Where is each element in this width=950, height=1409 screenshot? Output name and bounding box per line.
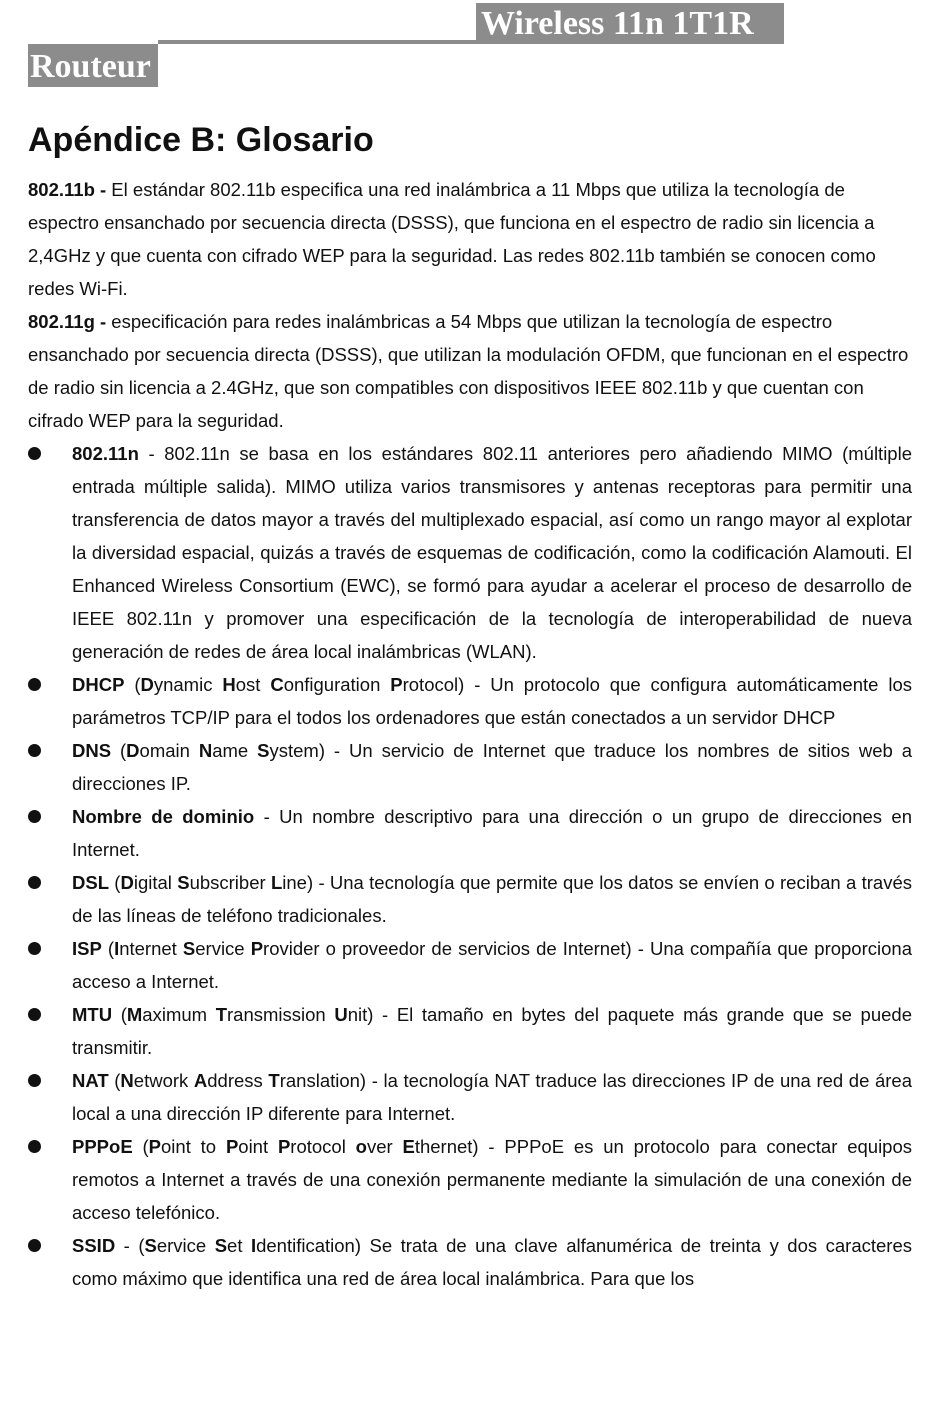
glossary-item xyxy=(28,1229,912,1295)
bullet-icon xyxy=(28,1074,41,1087)
glossary-item xyxy=(28,866,912,932)
glossary-term: SSID xyxy=(72,1235,116,1256)
glossary-term: M xyxy=(126,1004,143,1025)
intro-term: 802.11g - xyxy=(28,311,107,332)
glossary-text: ynamic xyxy=(153,674,223,695)
glossary-text: ervice xyxy=(195,938,251,959)
glossary-term: S xyxy=(257,740,270,761)
glossary-term: Nombre de dominio xyxy=(72,806,255,827)
glossary-term: P xyxy=(390,674,403,695)
bullet-icon xyxy=(28,744,41,757)
glossary-text: rotocol) - Un protocolo que configura automáticamente los parámetros TCP/IP para el todos los ordenadores que están conectados a un servidor DHCP xyxy=(72,674,912,728)
glossary-term: S xyxy=(182,938,196,959)
glossary-text: omain xyxy=(139,740,199,761)
bullet-icon xyxy=(28,1140,41,1153)
glossary-content xyxy=(28,173,912,1295)
glossary-term: D xyxy=(120,872,134,893)
intro-text: El estándar 802.11b especifica una red inalámbrica a 11 Mbps que utiliza la tecnología de espectro ensanchado por secuencia directa (DSSS), que funciona en el espectro de radio sin licencia a 2,4GHz y que cuenta con cifrado WEP para la seguridad. Las redes 802.11b también se conocen como redes Wi-Fi. xyxy=(28,179,876,299)
glossary-text: ransmission xyxy=(227,1004,335,1025)
glossary-text: ( xyxy=(124,674,141,695)
glossary-text: oint xyxy=(238,1136,278,1157)
glossary-term: N xyxy=(120,1070,134,1091)
glossary-term: S xyxy=(177,872,190,893)
glossary-text: aximum xyxy=(142,1004,216,1025)
glossary-term: P xyxy=(250,938,264,959)
glossary-text: rotocol xyxy=(290,1136,356,1157)
glossary-text: dentification) Se trata de una clave alfanumérica de treinta y dos caracteres como máximo que identifica una red de área local inalámbrica. Para que los xyxy=(72,1235,912,1289)
glossary-text: oint to xyxy=(161,1136,226,1157)
glossary-text: ost xyxy=(235,674,271,695)
glossary-term: T xyxy=(215,1004,227,1025)
glossary-text: et xyxy=(227,1235,251,1256)
glossary-term: L xyxy=(270,872,283,893)
header-rule xyxy=(158,40,476,44)
glossary-term: DNS xyxy=(72,740,112,761)
glossary-term: U xyxy=(334,1004,348,1025)
glossary-item xyxy=(28,932,912,998)
glossary-text: ( xyxy=(112,1004,127,1025)
glossary-text: thernet) - PPPoE es un protocolo para conectar equipos remotos a Internet a través de una conexión permanente mediante la simulación de una conexión de acceso telefónico. xyxy=(72,1136,913,1223)
glossary-term: 802.11n xyxy=(72,443,139,464)
glossary-text: ystem) - Un servicio de Internet que traduce los nombres de sitios web a direcciones IP. xyxy=(72,740,912,794)
glossary-term: T xyxy=(268,1070,280,1091)
glossary-term: P xyxy=(225,1136,239,1157)
glossary-term: C xyxy=(270,674,284,695)
glossary-term: A xyxy=(193,1070,208,1091)
glossary-text: nit) - El tamaño en bytes del paquete más grande que se puede transmitir. xyxy=(72,1004,912,1058)
glossary-item xyxy=(28,800,912,866)
glossary-text: ddress xyxy=(207,1070,269,1091)
glossary-term: MTU xyxy=(72,1004,113,1025)
page-title: Apéndice B: Glosario xyxy=(28,121,374,159)
bullet-icon xyxy=(28,447,41,460)
bullet-icon xyxy=(28,876,41,889)
glossary-text: ( xyxy=(101,938,115,959)
glossary-text: ( xyxy=(109,872,121,893)
glossary-text: ranslation) - la tecnología NAT traduce las direcciones IP de una red de área local a una dirección IP diferente para Internet. xyxy=(72,1070,912,1124)
glossary-text: ( xyxy=(108,1070,121,1091)
bullet-icon xyxy=(28,1239,41,1252)
glossary-term: NAT xyxy=(72,1070,109,1091)
glossary-text: - Un nombre descriptivo para una dirección o un grupo de direcciones en Internet. xyxy=(72,806,913,860)
glossary-text: ine) - Una tecnología que permite que los datos se envíen o reciban a través de las líneas de teléfono tradicionales. xyxy=(72,872,912,926)
glossary-text: rovider o proveedor de servicios de Internet) - Una compañía que proporciona acceso a Internet. xyxy=(72,938,912,992)
glossary-term: P xyxy=(277,1136,291,1157)
intro-paragraph-80211g xyxy=(28,305,912,437)
glossary-term: PPPoE xyxy=(72,1136,133,1157)
glossary-term: I xyxy=(250,1235,257,1256)
glossary-term: I xyxy=(114,938,120,959)
glossary-term: P xyxy=(148,1136,162,1157)
glossary-text: ( xyxy=(132,1136,149,1157)
glossary-text: nternet xyxy=(119,938,183,959)
glossary-text: igital xyxy=(133,872,178,893)
glossary-term: DHCP xyxy=(72,674,125,695)
glossary-item xyxy=(28,668,912,734)
bullet-icon xyxy=(28,1008,41,1021)
glossary-item xyxy=(28,998,912,1064)
intro-paragraph-80211b xyxy=(28,173,912,305)
glossary-term: E xyxy=(402,1136,415,1157)
glossary-text: onfiguration xyxy=(283,674,391,695)
glossary-text: ver xyxy=(366,1136,403,1157)
intro-term: 802.11b - xyxy=(28,179,107,200)
header-product-label: Wireless 11n 1T1R xyxy=(476,3,784,44)
glossary-term: N xyxy=(198,740,213,761)
glossary-text: ervice xyxy=(156,1235,215,1256)
glossary-item xyxy=(28,437,912,668)
glossary-term: o xyxy=(355,1136,367,1157)
bullet-icon xyxy=(28,810,41,823)
glossary-term: S xyxy=(144,1235,157,1256)
glossary-text: etwork xyxy=(133,1070,194,1091)
glossary-text: ame xyxy=(212,740,258,761)
bullet-icon xyxy=(28,942,41,955)
intro-text: especificación para redes inalámbricas a 54 Mbps que utilizan la tecnología de espectro ensanchado por secuencia directa (DSSS), que utilizan la modulación OFDM, que funcionan en el espectro de radio sin licencia a 2.4GHz, que son compatibles con dispositivos IEEE 802.11b y que cuentan con cifrado WEP para la seguridad. xyxy=(28,311,909,431)
glossary-term: D xyxy=(126,740,140,761)
glossary-term: ISP xyxy=(72,938,102,959)
glossary-term: S xyxy=(214,1235,228,1256)
bullet-icon xyxy=(28,678,41,691)
glossary-item xyxy=(28,734,912,800)
glossary-text: ( xyxy=(111,740,127,761)
glossary-item xyxy=(28,1130,912,1229)
glossary-term: H xyxy=(222,674,236,695)
glossary-text: ubscriber xyxy=(189,872,271,893)
glossary-text: - ( xyxy=(115,1235,145,1256)
glossary-list xyxy=(28,437,912,1295)
glossary-term: DSL xyxy=(72,872,109,893)
header-device-label: Routeur xyxy=(28,44,158,87)
glossary-term: D xyxy=(140,674,154,695)
glossary-item xyxy=(28,1064,912,1130)
glossary-text: - 802.11n se basa en los estándares 802.11 anteriores pero añadiendo MIMO (múltiple entrada múltiple salida). MIMO utiliza varios transmisores y antenas receptoras para permitir una transferencia de datos mayor a través del multiplexado espacial, así como un rango mayor al explotar la diversidad espacial, quizás a través de esquemas de codificación, como la codificación Alamouti. El Enhanced Wireless Consortium (EWC), se formó para ayudar a acelerar el proceso de desarrollo de IEEE 802.11n y promover una especificación de la tecnología de interoperabilidad de nueva generación de redes de área local inalámbricas (WLAN). xyxy=(72,443,912,662)
